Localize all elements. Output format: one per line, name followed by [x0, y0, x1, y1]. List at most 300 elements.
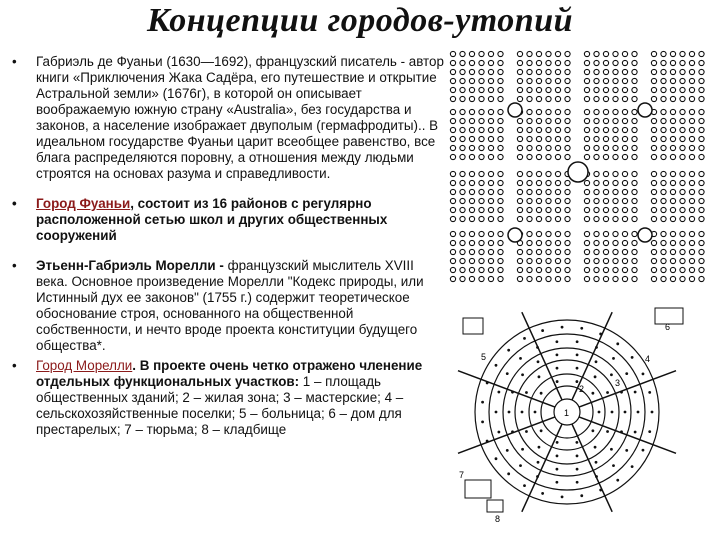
- building-dot: [488, 249, 493, 254]
- settlement-dot: [576, 468, 579, 471]
- building-dot: [584, 267, 589, 272]
- settlement-dot: [606, 391, 609, 394]
- building-dot: [594, 60, 599, 65]
- building-dot: [479, 78, 484, 83]
- settlement-dot: [634, 431, 637, 434]
- building-dot: [479, 171, 484, 176]
- building-dot: [584, 96, 589, 101]
- district-block: [450, 51, 503, 101]
- building-dot: [565, 180, 570, 185]
- settlement-dot: [599, 489, 602, 492]
- building-dot: [699, 276, 704, 281]
- building-dot: [479, 136, 484, 141]
- building-dot: [460, 171, 465, 176]
- settlement-dot: [536, 346, 539, 349]
- building-dot: [498, 249, 503, 254]
- building-dot: [536, 145, 541, 150]
- building-dot: [632, 145, 637, 150]
- bullet-text: 1 – площадь общественных зданий; 2 – жилая зона; 3 – мастерские; 4 – сельскохозяйственные поселки; 5 – больница; 6 – дом для престарелых; 7 – тюрьма; 8 – кладбище: [36, 374, 404, 437]
- building-dot: [517, 267, 522, 272]
- building-dot: [546, 258, 551, 263]
- building-dot: [479, 69, 484, 74]
- building-dot: [565, 118, 570, 123]
- settlement-dot: [610, 448, 613, 451]
- building-dot: [527, 127, 532, 132]
- building-dot: [450, 216, 455, 221]
- settlement-dot: [541, 329, 544, 332]
- building-dot: [584, 154, 589, 159]
- building-dot: [469, 207, 474, 212]
- building-dot: [699, 231, 704, 236]
- foigny-city-plan: [445, 48, 715, 293]
- building-dot: [651, 198, 656, 203]
- building-dot: [594, 276, 599, 281]
- building-dot: [488, 231, 493, 236]
- building-dot: [546, 51, 551, 56]
- building-dot: [555, 78, 560, 83]
- building-dot: [699, 145, 704, 150]
- building-dot: [584, 258, 589, 263]
- building-dot: [613, 69, 618, 74]
- building-dot: [527, 136, 532, 141]
- settlement-dot: [580, 327, 583, 330]
- building-dot: [699, 180, 704, 185]
- radial-road: [579, 371, 676, 407]
- building-dot: [536, 118, 541, 123]
- building-dot: [498, 207, 503, 212]
- plan-label: 4: [645, 354, 651, 364]
- building-dot: [613, 198, 618, 203]
- building-dot: [680, 258, 685, 263]
- building-dot: [498, 171, 503, 176]
- building-dot: [699, 171, 704, 176]
- building-dot: [536, 60, 541, 65]
- building-dot: [546, 145, 551, 150]
- settlement-dot: [561, 326, 564, 329]
- building-dot: [661, 136, 666, 141]
- building-dot: [670, 267, 675, 272]
- building-dot: [680, 180, 685, 185]
- building-dot: [632, 87, 637, 92]
- building-dot: [651, 249, 656, 254]
- building-dot: [536, 207, 541, 212]
- building-dot: [622, 249, 627, 254]
- district-block: [450, 231, 503, 281]
- settlement-dot: [637, 411, 640, 414]
- building-dot: [632, 267, 637, 272]
- building-dot: [555, 118, 560, 123]
- building-dot: [498, 231, 503, 236]
- building-dot: [632, 96, 637, 101]
- settlement-dot: [612, 357, 615, 360]
- building-dot: [680, 267, 685, 272]
- building-dot: [670, 87, 675, 92]
- settlement-dot: [497, 391, 500, 394]
- district-block: [584, 171, 637, 221]
- radial-road: [579, 417, 676, 453]
- building-dot: [584, 109, 589, 114]
- building-dot: [460, 154, 465, 159]
- building-dot: [689, 180, 694, 185]
- building-dot: [460, 276, 465, 281]
- building-dot: [488, 240, 493, 245]
- building-dot: [536, 240, 541, 245]
- settlement-dot: [556, 353, 559, 356]
- building-dot: [632, 78, 637, 83]
- building-dot: [460, 69, 465, 74]
- settlement-dot: [556, 367, 559, 370]
- building-dot: [546, 96, 551, 101]
- building-dot: [670, 249, 675, 254]
- building-dot: [622, 180, 627, 185]
- building-dot: [469, 249, 474, 254]
- settlement-dot: [576, 340, 579, 343]
- building-dot: [584, 69, 589, 74]
- building-dot: [680, 276, 685, 281]
- building-dot: [680, 87, 685, 92]
- bullet-morelly-city: [10, 358, 445, 438]
- settlement-dot: [580, 494, 583, 497]
- building-dot: [565, 231, 570, 236]
- settlement-dot: [595, 475, 598, 478]
- building-dot: [651, 87, 656, 92]
- building-dot: [517, 136, 522, 141]
- building-dot: [603, 189, 608, 194]
- building-dot: [469, 78, 474, 83]
- settlement-dot: [631, 356, 634, 359]
- plaza-circle: [508, 228, 522, 242]
- radial-road: [572, 424, 612, 512]
- settlement-dot: [541, 492, 544, 495]
- building-dot: [460, 136, 465, 141]
- morelly-city-link[interactable]: Город Морелли: [36, 358, 133, 373]
- building-dot: [622, 240, 627, 245]
- settlement-dot: [538, 446, 541, 449]
- building-dot: [546, 240, 551, 245]
- settlement-dot: [642, 372, 645, 375]
- building-dot: [555, 96, 560, 101]
- building-dot: [460, 249, 465, 254]
- building-dot: [517, 78, 522, 83]
- building-dot: [603, 276, 608, 281]
- building-dot: [488, 78, 493, 83]
- building-dot: [488, 171, 493, 176]
- building-dot: [603, 87, 608, 92]
- building-dot: [546, 136, 551, 141]
- building-dot: [565, 96, 570, 101]
- building-dot: [517, 216, 522, 221]
- settlement-dot: [594, 446, 597, 449]
- building-dot: [555, 258, 560, 263]
- building-dot: [555, 216, 560, 221]
- building-dot: [555, 51, 560, 56]
- building-dot: [565, 69, 570, 74]
- building-dot: [613, 249, 618, 254]
- building-dot: [450, 51, 455, 56]
- building-dot: [517, 118, 522, 123]
- settlement-dot: [591, 429, 594, 432]
- building-dot: [450, 258, 455, 263]
- building-dot: [651, 118, 656, 123]
- settlement-dot: [486, 440, 489, 443]
- settlement-dot: [523, 484, 526, 487]
- building-dot: [460, 127, 465, 132]
- building-dot: [594, 249, 599, 254]
- building-dot: [460, 145, 465, 150]
- building-dot: [450, 87, 455, 92]
- building-dot: [689, 231, 694, 236]
- building-dot: [498, 198, 503, 203]
- building-dot: [680, 60, 685, 65]
- district-block: [584, 109, 637, 159]
- building-dot: [670, 240, 675, 245]
- building-dot: [603, 69, 608, 74]
- settlement-dot: [523, 337, 526, 340]
- building-dot: [460, 267, 465, 272]
- building-dot: [603, 207, 608, 212]
- building-dot: [689, 109, 694, 114]
- building-dot: [613, 207, 618, 212]
- building-dot: [450, 276, 455, 281]
- radial-road: [522, 424, 562, 512]
- building-dot: [680, 69, 685, 74]
- building-dot: [527, 189, 532, 194]
- building-dot: [661, 109, 666, 114]
- building-dot: [689, 87, 694, 92]
- building-dot: [632, 258, 637, 263]
- building-dot: [661, 189, 666, 194]
- settlement-dot: [521, 373, 524, 376]
- building-dot: [661, 154, 666, 159]
- building-dot: [527, 145, 532, 150]
- building-dot: [661, 216, 666, 221]
- building-dot: [488, 96, 493, 101]
- building-dot: [460, 109, 465, 114]
- building-dot: [651, 240, 656, 245]
- bullet-marker: •: [12, 258, 17, 273]
- building-dot: [479, 267, 484, 272]
- building-dot: [584, 51, 589, 56]
- building-dot: [450, 180, 455, 185]
- building-dot: [450, 145, 455, 150]
- building-dot: [699, 51, 704, 56]
- building-dot: [479, 207, 484, 212]
- building-dot: [661, 96, 666, 101]
- building-dot: [479, 240, 484, 245]
- building-dot: [622, 216, 627, 221]
- building-dot: [651, 145, 656, 150]
- building-dot: [661, 171, 666, 176]
- building-dot: [689, 154, 694, 159]
- building-dot: [689, 207, 694, 212]
- plot: [465, 480, 491, 498]
- building-dot: [613, 189, 618, 194]
- settlement-dot: [612, 464, 615, 467]
- building-dot: [460, 258, 465, 263]
- building-dot: [670, 231, 675, 236]
- settlement-dot: [625, 449, 628, 452]
- building-dot: [603, 109, 608, 114]
- building-dot: [661, 240, 666, 245]
- building-dot: [488, 69, 493, 74]
- building-dot: [699, 87, 704, 92]
- settlement-dot: [511, 391, 514, 394]
- settlement-dot: [648, 391, 651, 394]
- building-dot: [594, 231, 599, 236]
- building-dot: [613, 109, 618, 114]
- building-dot: [469, 154, 474, 159]
- bullet-lead: Этьенн-Габриэль Морелли -: [36, 258, 228, 273]
- building-dot: [565, 136, 570, 141]
- building-dot: [632, 249, 637, 254]
- building-dot: [517, 198, 522, 203]
- building-dot: [517, 69, 522, 74]
- building-dot: [594, 109, 599, 114]
- building-dot: [469, 87, 474, 92]
- building-dot: [594, 96, 599, 101]
- building-dot: [460, 198, 465, 203]
- building-dot: [661, 180, 666, 185]
- building-dot: [651, 154, 656, 159]
- building-dot: [689, 69, 694, 74]
- settlement-dot: [616, 342, 619, 345]
- plan-label: 7: [459, 470, 465, 480]
- settlement-dot: [495, 364, 498, 367]
- building-dot: [460, 207, 465, 212]
- building-dot: [603, 96, 608, 101]
- building-dot: [651, 78, 656, 83]
- building-dot: [527, 60, 532, 65]
- building-dot: [603, 216, 608, 221]
- settlement-dot: [497, 431, 500, 434]
- building-dot: [498, 118, 503, 123]
- text-column: [10, 50, 445, 438]
- settlement-dot: [495, 411, 498, 414]
- building-dot: [632, 180, 637, 185]
- building-dot: [565, 87, 570, 92]
- settlement-dot: [486, 382, 489, 385]
- bullet-foigny-city: [10, 196, 445, 244]
- settlement-dot: [481, 420, 484, 423]
- building-dot: [661, 127, 666, 132]
- building-dot: [594, 69, 599, 74]
- building-dot: [469, 276, 474, 281]
- building-dot: [613, 136, 618, 141]
- building-dot: [670, 154, 675, 159]
- building-dot: [565, 240, 570, 245]
- building-dot: [469, 216, 474, 221]
- building-dot: [651, 171, 656, 176]
- building-dot: [555, 207, 560, 212]
- building-dot: [689, 78, 694, 83]
- building-dot: [460, 51, 465, 56]
- building-dot: [479, 231, 484, 236]
- building-dot: [689, 127, 694, 132]
- building-dot: [670, 118, 675, 123]
- building-dot: [613, 180, 618, 185]
- building-dot: [546, 276, 551, 281]
- building-dot: [498, 96, 503, 101]
- page-title: Концепции городов-утопий: [146, 2, 574, 39]
- settlement-dot: [631, 465, 634, 468]
- building-dot: [603, 145, 608, 150]
- settlement-dot: [642, 449, 645, 452]
- plan-label: 3: [615, 378, 621, 388]
- building-dot: [670, 145, 675, 150]
- building-dot: [555, 249, 560, 254]
- building-dot: [536, 69, 541, 74]
- building-dot: [689, 171, 694, 176]
- building-dot: [661, 258, 666, 263]
- building-dot: [622, 171, 627, 176]
- foigny-city-link[interactable]: Город Фуаньи: [36, 196, 131, 211]
- building-dot: [488, 109, 493, 114]
- building-dot: [536, 180, 541, 185]
- building-dot: [555, 60, 560, 65]
- building-dot: [498, 145, 503, 150]
- building-dot: [584, 276, 589, 281]
- building-dot: [460, 118, 465, 123]
- building-dot: [546, 171, 551, 176]
- building-dot: [460, 231, 465, 236]
- building-dot: [450, 96, 455, 101]
- building-dot: [565, 249, 570, 254]
- building-dot: [651, 96, 656, 101]
- building-dot: [699, 267, 704, 272]
- building-dot: [565, 189, 570, 194]
- building-dot: [622, 87, 627, 92]
- building-dot: [603, 127, 608, 132]
- building-dot: [622, 154, 627, 159]
- building-dot: [632, 198, 637, 203]
- building-dot: [632, 207, 637, 212]
- building-dot: [670, 60, 675, 65]
- building-dot: [536, 249, 541, 254]
- building-dot: [689, 96, 694, 101]
- building-dot: [670, 51, 675, 56]
- settlement-dot: [540, 392, 543, 395]
- building-dot: [527, 171, 532, 176]
- building-dot: [555, 109, 560, 114]
- building-dot: [680, 51, 685, 56]
- building-dot: [450, 69, 455, 74]
- settlement-dot: [620, 430, 623, 433]
- building-dot: [536, 136, 541, 141]
- building-dot: [594, 189, 599, 194]
- building-dot: [651, 216, 656, 221]
- building-dot: [680, 109, 685, 114]
- building-dot: [498, 154, 503, 159]
- building-dot: [527, 207, 532, 212]
- building-dot: [622, 60, 627, 65]
- building-dot: [680, 240, 685, 245]
- building-dot: [460, 189, 465, 194]
- bullet-text: , состоит из 16 районов с регулярно расположенной сетью школ и других общественных сооружений: [36, 196, 388, 243]
- settlement-dot: [651, 411, 654, 414]
- building-dot: [680, 154, 685, 159]
- building-dot: [546, 118, 551, 123]
- settlement-dot: [506, 449, 509, 452]
- building-dot: [689, 240, 694, 245]
- district-block: [450, 171, 503, 221]
- building-dot: [536, 267, 541, 272]
- building-dot: [450, 136, 455, 141]
- building-dot: [555, 171, 560, 176]
- building-dot: [450, 154, 455, 159]
- building-dot: [527, 267, 532, 272]
- building-dot: [527, 216, 532, 221]
- building-dot: [517, 258, 522, 263]
